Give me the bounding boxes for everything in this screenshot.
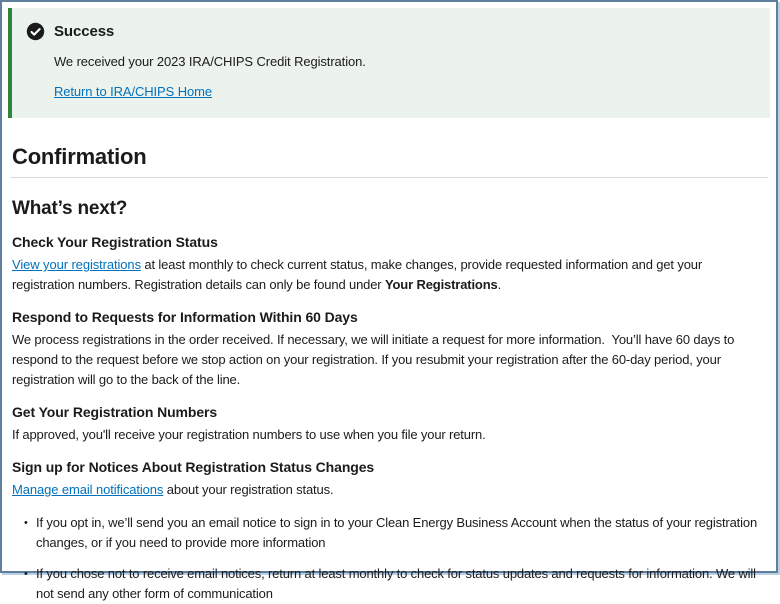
paragraph-text-tail: .: [497, 277, 502, 293]
check-circle-icon: [26, 22, 45, 41]
section-respond-requests: [12, 309, 766, 390]
view-registrations-link[interactable]: View your registrations: [12, 257, 141, 273]
list-item: • If you opt in, we’ll send you an email notice to sign in to your Clean Energy Business Account when the status of your registration changes, or if you need to provide more information: [36, 513, 760, 553]
paragraph-text: about your registration status.: [163, 482, 334, 498]
whats-next-heading: What’s next?: [12, 198, 128, 220]
success-alert: [8, 8, 770, 118]
alert-link-row: [54, 83, 754, 101]
title-divider: [10, 177, 768, 178]
section-check-status: [12, 234, 766, 295]
main-content: [2, 144, 776, 604]
section-heading: Get Your Registration Numbers: [12, 404, 218, 421]
alert-title: Success: [54, 23, 115, 40]
section-paragraph: If approved, you'll receive your registration numbers to use when you file your return.: [12, 427, 486, 443]
your-registrations-bold: Your Registrations: [384, 277, 498, 293]
page-title: Confirmation: [12, 144, 147, 169]
bullet-list: [12, 513, 766, 604]
paragraph-text: at least monthly to check current status, make changes, provide requested information and get your registration numbers. Registration details can only be found under: [12, 257, 706, 293]
alert-message: We received your 2023 IRA/CHIPS Credit Registration.: [54, 54, 366, 69]
manage-notifications-link[interactable]: Manage email notifications: [12, 482, 164, 498]
section-paragraph: [12, 480, 760, 500]
section-sign-up-notices: [12, 459, 766, 500]
section-heading: Sign up for Notices About Registration Status Changes: [12, 459, 375, 476]
section-heading: Respond to Requests for Information Within 60 Days: [12, 309, 358, 326]
success-alert-header: [26, 22, 754, 41]
section-paragraph: [12, 255, 760, 295]
return-home-link[interactable]: Return to IRA/CHIPS Home: [54, 84, 212, 99]
list-item: • If you chose not to receive email notices, return at least monthly to check for status updates and requests for information. We will not send any other form of communication: [36, 564, 760, 604]
section-heading: Check Your Registration Status: [12, 234, 218, 251]
section-paragraph: We process registrations in the order received. If necessary, we will initiate a request for more information. You’ll have 60 days to respond to the request before we stop action on your registration. If you resubmit your registration after the 60-day period, your registration will go to the back of the line.: [12, 332, 738, 388]
section-registration-numbers: [12, 404, 766, 445]
